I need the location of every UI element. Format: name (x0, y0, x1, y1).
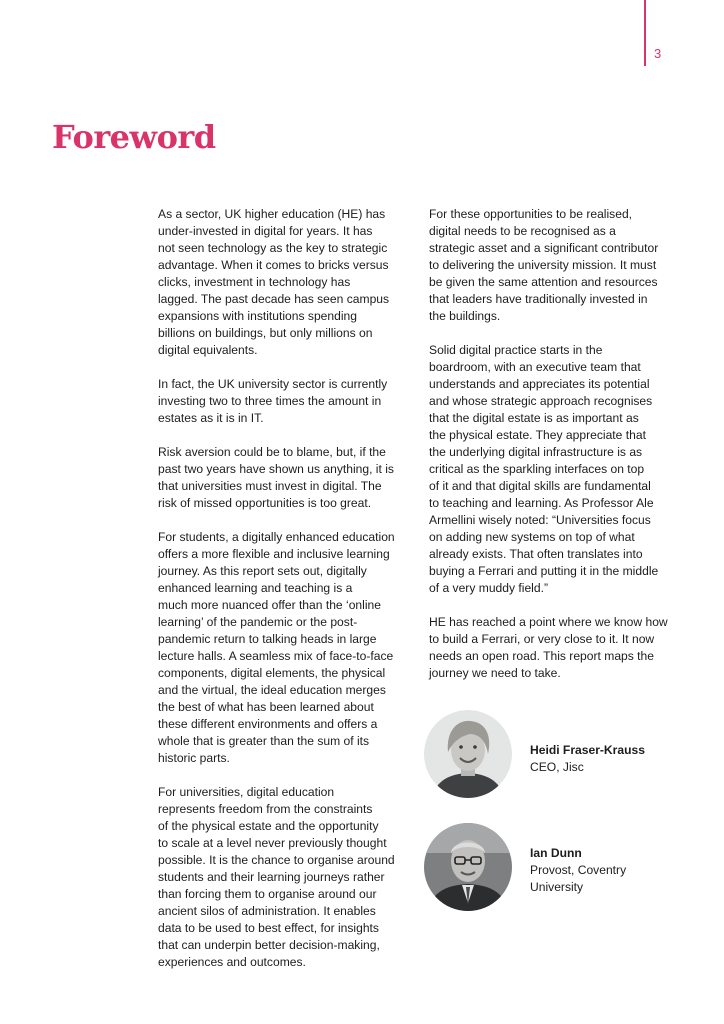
body-line: components, digital elements, the physical (158, 666, 386, 680)
body-line: that the digital estate is as important as (429, 411, 639, 425)
body-line: billions on buildings, but only millions on (158, 326, 373, 340)
body-line: digital needs to be recognised as a (429, 224, 616, 238)
body-line: lecture halls. A seamless mix of face-to-face (158, 649, 394, 663)
body-line: For universities, digital education (158, 785, 335, 799)
body-line: clicks, investment in technology has (158, 275, 351, 289)
body-line: Solid digital practice starts in the (429, 343, 603, 357)
body-line: possible. It is the chance to organise around (158, 853, 395, 867)
body-line: journey. As this report sets out, digitally (158, 564, 367, 578)
body-line: HE has reached a point where we know how (429, 615, 668, 629)
portrait-photo (424, 823, 512, 911)
body-line: journey we need to take. (429, 666, 561, 680)
body-line: understands and appreciates its potential (429, 377, 650, 391)
left-column (158, 206, 410, 988)
body-line: whole that is greater than the sum of its (158, 734, 370, 748)
body-line: expansions with institutions spending (158, 309, 357, 323)
body-line: not seen technology as the key to strategic (158, 241, 388, 255)
body-line: critical as the sparkling interfaces on top (429, 462, 645, 476)
body-line: to build a Ferrari, or very close to it. It now (429, 632, 655, 646)
body-line: investing two to three times the amount in (158, 394, 382, 408)
signatory-role: Provost, Coventry University (530, 863, 627, 894)
page-rule (644, 0, 646, 66)
body-line: than forcing them to organise around our (158, 887, 377, 901)
signatory-name: Ian Dunn (530, 846, 582, 860)
body-line: historic parts. (158, 751, 230, 765)
body-paragraph (158, 444, 410, 512)
body-line: enhanced learning and teaching is a (158, 581, 353, 595)
body-paragraph (429, 614, 679, 682)
page-title: Foreword (52, 118, 216, 156)
body-line: lagged. The past decade has seen campus (158, 292, 390, 306)
body-line: represents freedom from the constraints (158, 802, 373, 816)
body-line: the buildings. (429, 309, 501, 323)
body-line: on adding new systems on top of what (429, 530, 635, 544)
body-line: already exists. That often translates into (429, 547, 643, 561)
signatory-ian (424, 823, 684, 913)
body-line: that can underpin better decision-making, (158, 938, 380, 952)
signatory-heidi (424, 710, 684, 800)
signatory-role: CEO, Jisc (530, 760, 584, 774)
body-line: of a very muddy field.” (429, 581, 548, 595)
body-paragraph (429, 342, 679, 597)
body-paragraph (158, 206, 410, 359)
body-line: strategic asset and a significant contributor (429, 241, 659, 255)
body-line: the best of what has been learned about (158, 700, 374, 714)
body-line: that universities must invest in digital. The (158, 479, 382, 493)
body-line: of the physical estate and the opportunity (158, 819, 379, 833)
right-column (429, 206, 679, 699)
body-line: to delivering the university mission. It must (429, 258, 657, 272)
body-paragraph (429, 206, 679, 325)
body-line: digital equivalents. (158, 343, 258, 357)
body-line: As a sector, UK higher education (HE) has (158, 207, 386, 221)
body-line: data to be used to best effect, for insights (158, 921, 379, 935)
body-line: In fact, the UK university sector is currently (158, 377, 388, 391)
body-line: to scale at a level never previously thought (158, 836, 387, 850)
body-line: to teaching and learning. As Professor Ale (429, 496, 654, 510)
body-line: learning’ of the pandemic or the post- (158, 615, 358, 629)
body-line: needs an open road. This report maps the (429, 649, 654, 663)
body-line: buying a Ferrari and putting it in the middle (429, 564, 659, 578)
body-line: ancient silos of administration. It enables (158, 904, 376, 918)
body-line: past two years have shown us anything, it is (158, 462, 394, 476)
body-line: risk of missed opportunities is too great. (158, 496, 372, 510)
body-line: For these opportunities to be realised, (429, 207, 633, 221)
body-paragraph (158, 784, 410, 971)
body-line: the physical estate. They appreciate that (429, 428, 646, 442)
portrait-photo (424, 710, 512, 798)
body-line: under-invested in digital for years. It has (158, 224, 373, 238)
page-number: 3 (654, 46, 662, 61)
body-line: boardroom, with an executive team that (429, 360, 641, 374)
body-line: the underlying digital infrastructure is as (429, 445, 643, 459)
body-paragraph (158, 376, 410, 427)
signatory-name: Heidi Fraser-Krauss (530, 743, 645, 757)
body-line: students and their learning journeys rather (158, 870, 385, 884)
body-line: and the virtual, the ideal education merges (158, 683, 386, 697)
body-line: that leaders have traditionally invested in (429, 292, 648, 306)
body-line: offers a more flexible and inclusive learning (158, 547, 390, 561)
body-line: pandemic return to talking heads in large (158, 632, 377, 646)
body-line: Armellini wisely noted: “Universities focus (429, 513, 651, 527)
body-line: and whose strategic approach recognises (429, 394, 653, 408)
body-line: of it and that digital skills are fundamental (429, 479, 651, 493)
body-line: experiences and outcomes. (158, 955, 306, 969)
body-line: these different environments and offers a (158, 717, 378, 731)
body-paragraph (158, 529, 410, 767)
body-line: much more nuanced offer than the ‘online (158, 598, 381, 612)
body-line: Risk aversion could be to blame, but, if the (158, 445, 386, 459)
body-line: advantage. When it comes to bricks versus (158, 258, 389, 272)
body-line: For students, a digitally enhanced education (158, 530, 395, 544)
body-line: estates as it is in IT. (158, 411, 264, 425)
body-line: be given the same attention and resources (429, 275, 658, 289)
